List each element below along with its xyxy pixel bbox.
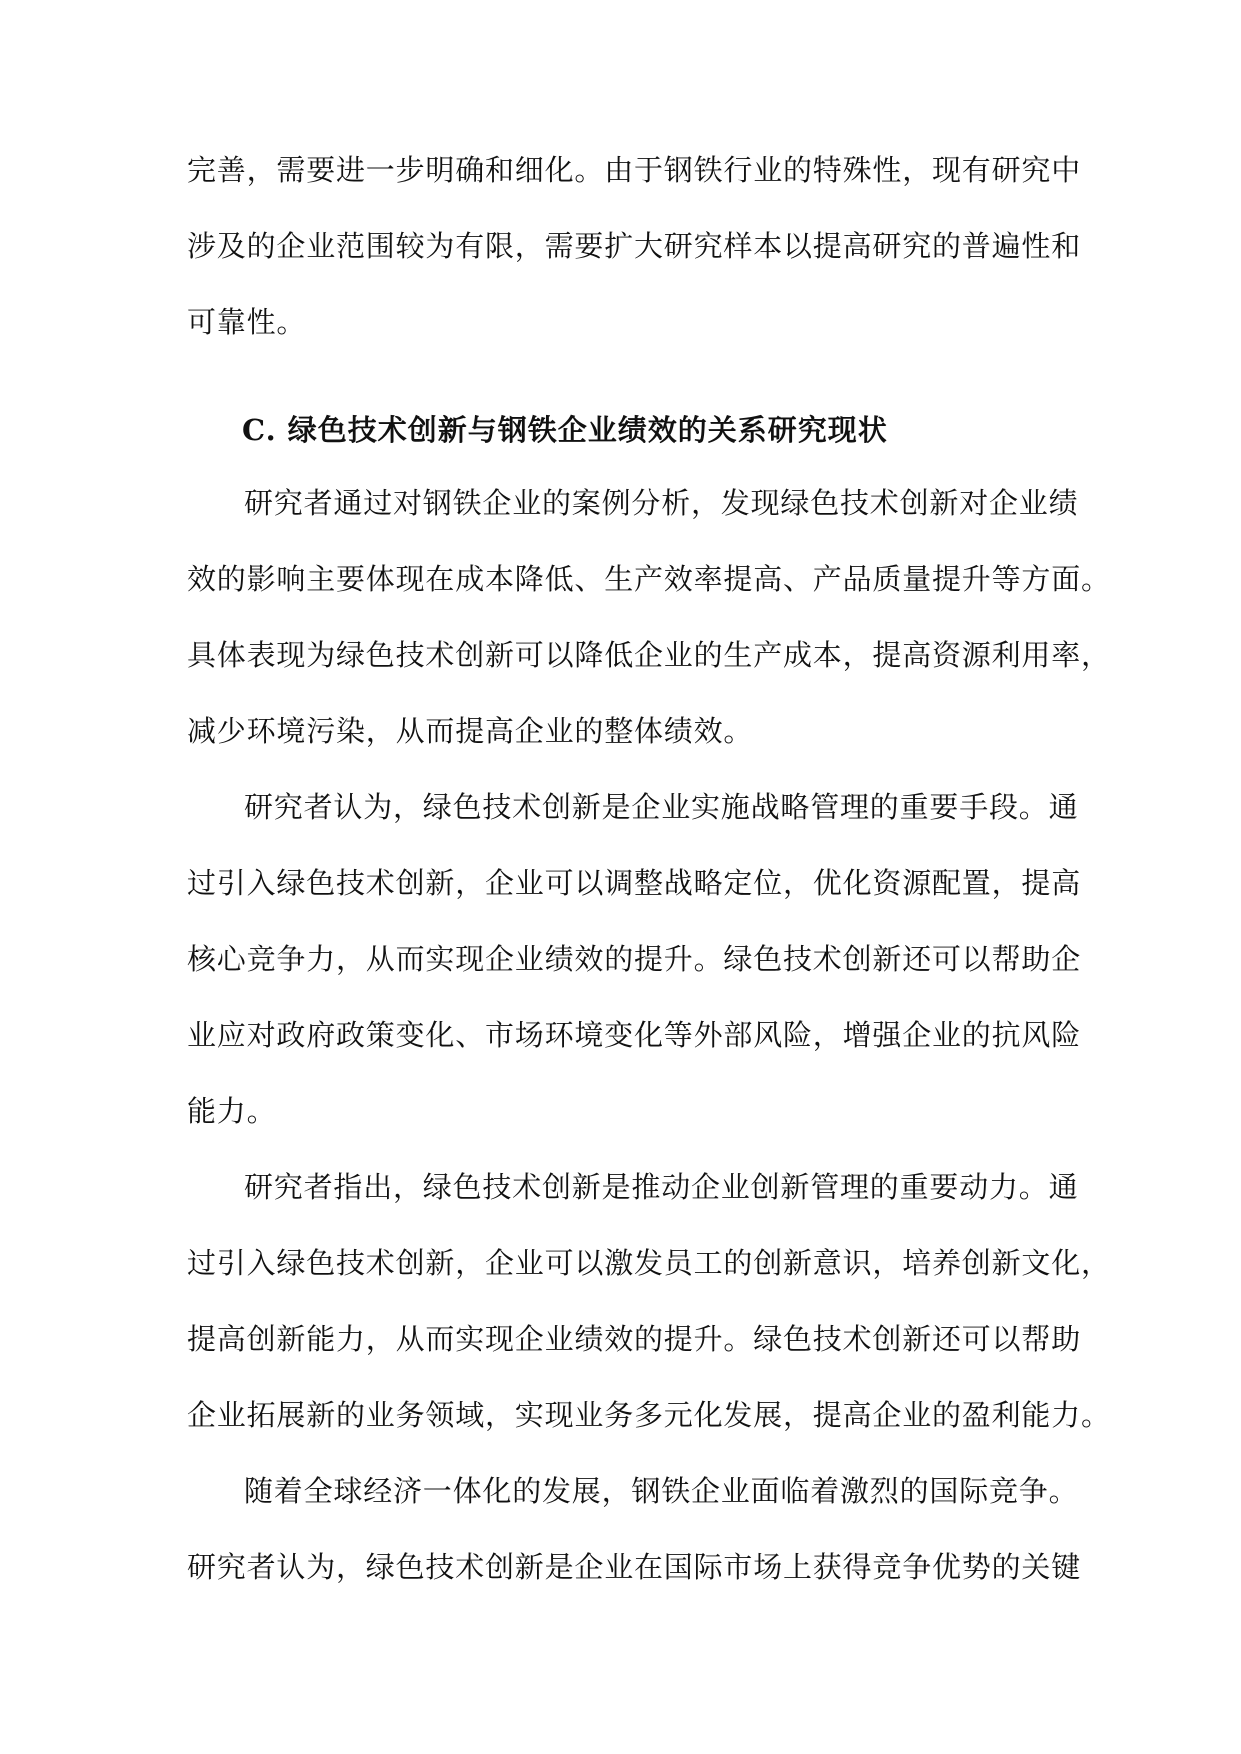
body-text-line: 过引入绿色技术创新，企业可以激发员工的创新意识，培养创新文化，	[187, 1246, 1111, 1280]
body-text-line: 提高创新能力，从而实现企业绩效的提升。绿色技术创新还可以帮助	[187, 1322, 1082, 1356]
body-text-line: 涉及的企业范围较为有限，需要扩大研究样本以提高研究的普遍性和	[187, 229, 1082, 263]
body-text-line: 业应对政府政策变化、市场环境变化等外部风险，增强企业的抗风险	[187, 1018, 1082, 1052]
body-text-line: 研究者认为，绿色技术创新是企业在国际市场上获得竞争优势的关键	[187, 1550, 1082, 1584]
body-text-line: 企业拓展新的业务领域，实现业务多元化发展，提高企业的盈利能力。	[187, 1398, 1111, 1432]
body-text-line: 研究者指出，绿色技术创新是推动企业创新管理的重要动力。通	[244, 1170, 1079, 1204]
body-text-line: 核心竞争力，从而实现企业绩效的提升。绿色技术创新还可以帮助企	[187, 942, 1082, 976]
body-text-line: 完善，需要进一步明确和细化。由于钢铁行业的特殊性，现有研究中	[187, 153, 1082, 187]
body-text-line: 具体表现为绿色技术创新可以降低企业的生产成本，提高资源利用率，	[187, 638, 1111, 672]
section-heading: C. 绿色技术创新与钢铁企业绩效的关系研究现状	[242, 413, 888, 447]
body-text-line: 过引入绿色技术创新，企业可以调整战略定位，优化资源配置，提高	[187, 866, 1082, 900]
body-text-line: 能力。	[187, 1094, 277, 1128]
body-text-line: 可靠性。	[187, 305, 307, 339]
body-text-line: 减少环境污染，从而提高企业的整体绩效。	[187, 714, 754, 748]
body-text-line: 研究者认为，绿色技术创新是企业实施战略管理的重要手段。通	[244, 790, 1079, 824]
body-text-line: 研究者通过对钢铁企业的案例分析，发现绿色技术创新对企业绩	[244, 486, 1079, 520]
body-text-line: 效的影响主要体现在成本降低、生产效率提高、产品质量提升等方面。	[187, 562, 1111, 596]
body-text-line: 随着全球经济一体化的发展，钢铁企业面临着激烈的国际竞争。	[244, 1474, 1079, 1508]
